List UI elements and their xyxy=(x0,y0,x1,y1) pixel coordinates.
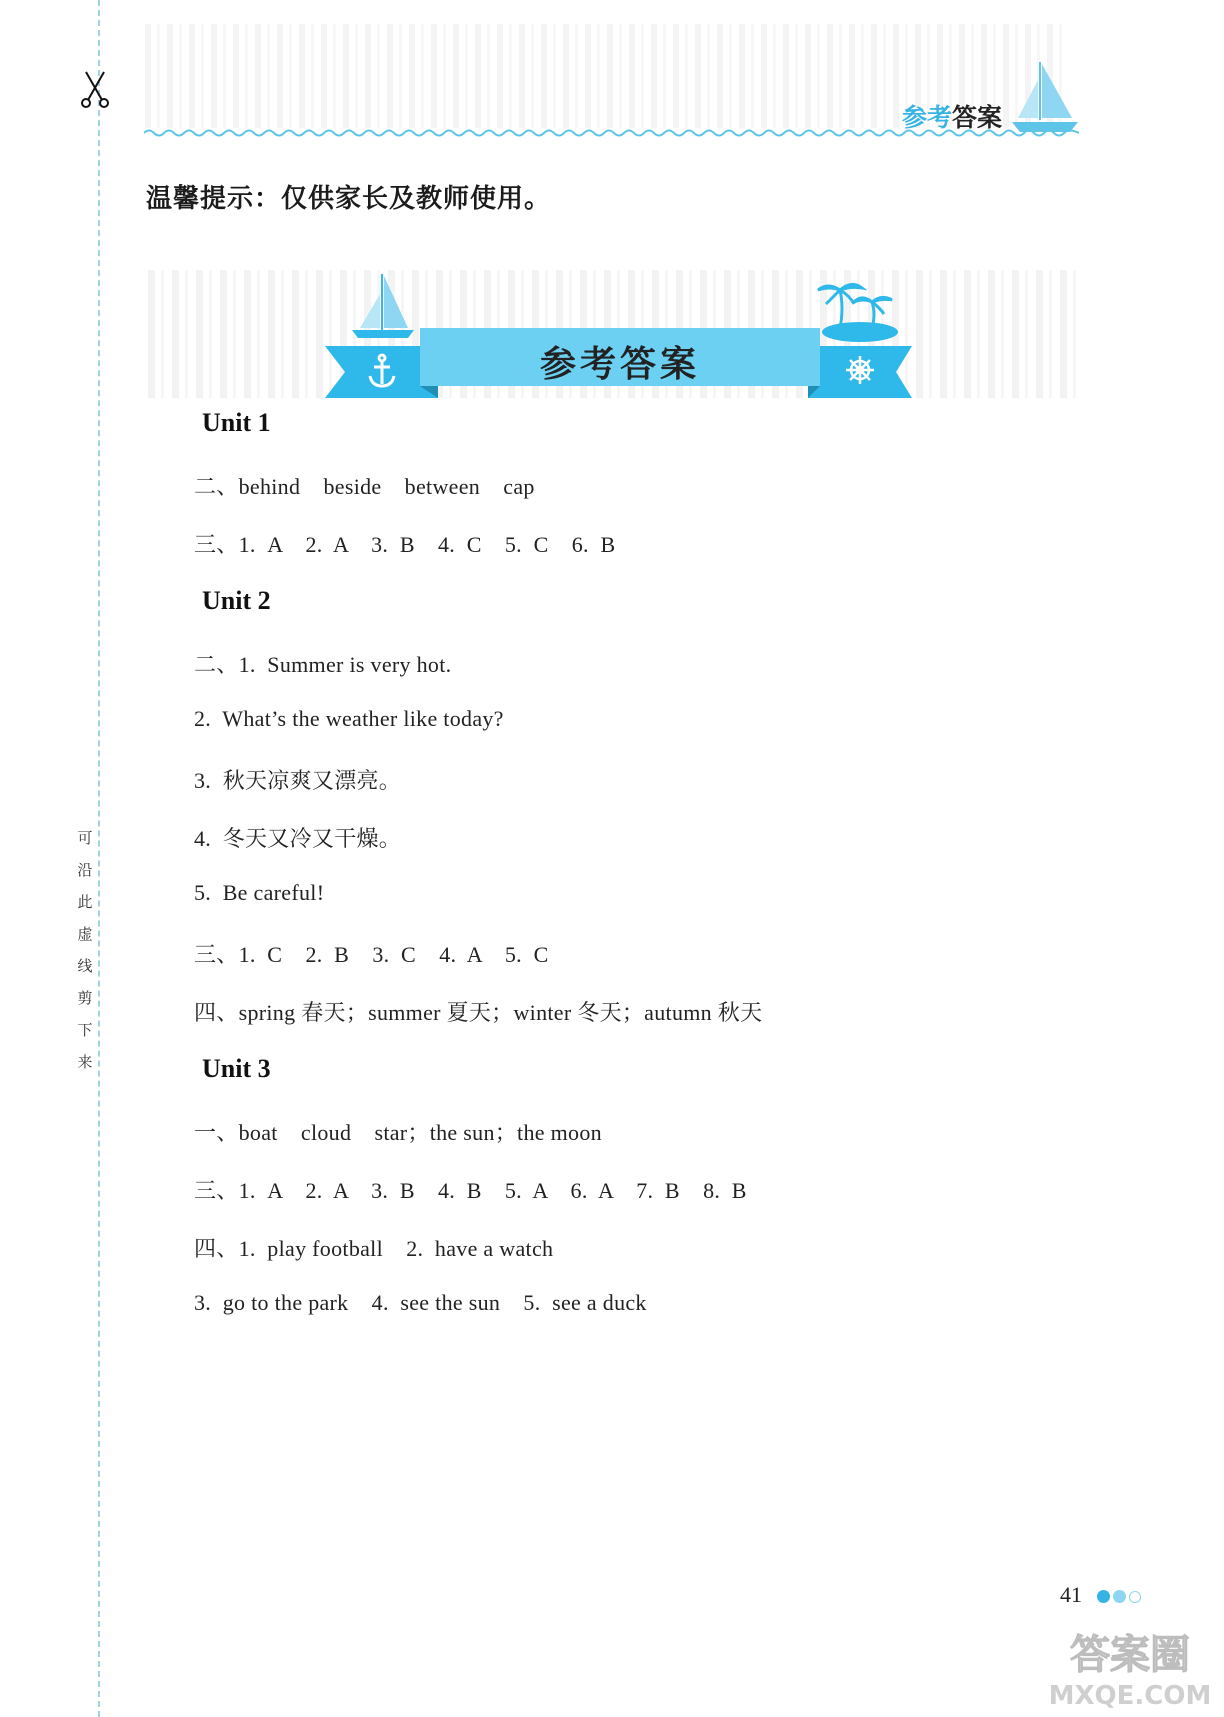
answer-line: 三、1. A 2. A 3. B 4. B 5. A 6. A 7. B 8. B xyxy=(194,1178,747,1203)
answer-line: 四、1. play football 2. have a watch xyxy=(194,1236,554,1261)
scissors-icon xyxy=(80,70,110,110)
sailboat-icon xyxy=(1010,58,1080,138)
answer-line: 4. 冬天又冷又干燥。 xyxy=(194,826,402,851)
ship-wheel-icon xyxy=(846,356,874,384)
answer-line: 二、behind beside between cap xyxy=(194,474,535,499)
watermark-logo xyxy=(1040,1622,1220,1712)
unit-title: Unit 3 xyxy=(202,1054,271,1083)
cut-line xyxy=(98,0,100,1717)
answer-line: 3. 秋天凉爽又漂亮。 xyxy=(194,768,402,793)
answer-line: 三、1. C 2. B 3. C 4. A 5. C xyxy=(194,942,549,967)
answer-line: 三、1. A 2. A 3. B 4. C 5. C 6. B xyxy=(194,532,616,557)
page-dots xyxy=(1097,1586,1144,1605)
cut-line-instruction: 可 沿 此 虚 线 剪 下 来 xyxy=(77,829,93,1071)
header-label: 参考答案 xyxy=(902,103,1003,132)
unit-title: Unit 2 xyxy=(202,586,271,615)
dot-icon xyxy=(1113,1590,1126,1603)
dot-icon xyxy=(1097,1590,1110,1603)
unit-title: Unit 1 xyxy=(202,408,271,437)
answer-line: 四、spring 春天；summer 夏天；winter 冬天；autumn 秋天 xyxy=(194,1000,763,1025)
answer-line: 一、boat cloud star；the sun；the moon xyxy=(194,1120,602,1145)
notice-text: 温馨提示：仅供家长及教师使用。 xyxy=(146,184,552,214)
answer-line: 2. What’s the weather like today? xyxy=(194,706,504,731)
palm-tree-icon xyxy=(818,284,892,328)
svg-text:MXQE.COM: MXQE.COM xyxy=(1048,1681,1212,1711)
answer-line: 3. go to the park 4. see the sun 5. see a duck xyxy=(194,1290,647,1315)
answer-line: 二、1. Summer is very hot. xyxy=(194,652,452,677)
banner-title: 参考答案 xyxy=(539,344,700,385)
page-number: 41 xyxy=(1060,1582,1082,1607)
svg-text:答案圈: 答案圈 xyxy=(1070,1632,1190,1678)
answer-line: 5. Be careful! xyxy=(194,880,325,905)
dot-icon xyxy=(1129,1591,1141,1603)
